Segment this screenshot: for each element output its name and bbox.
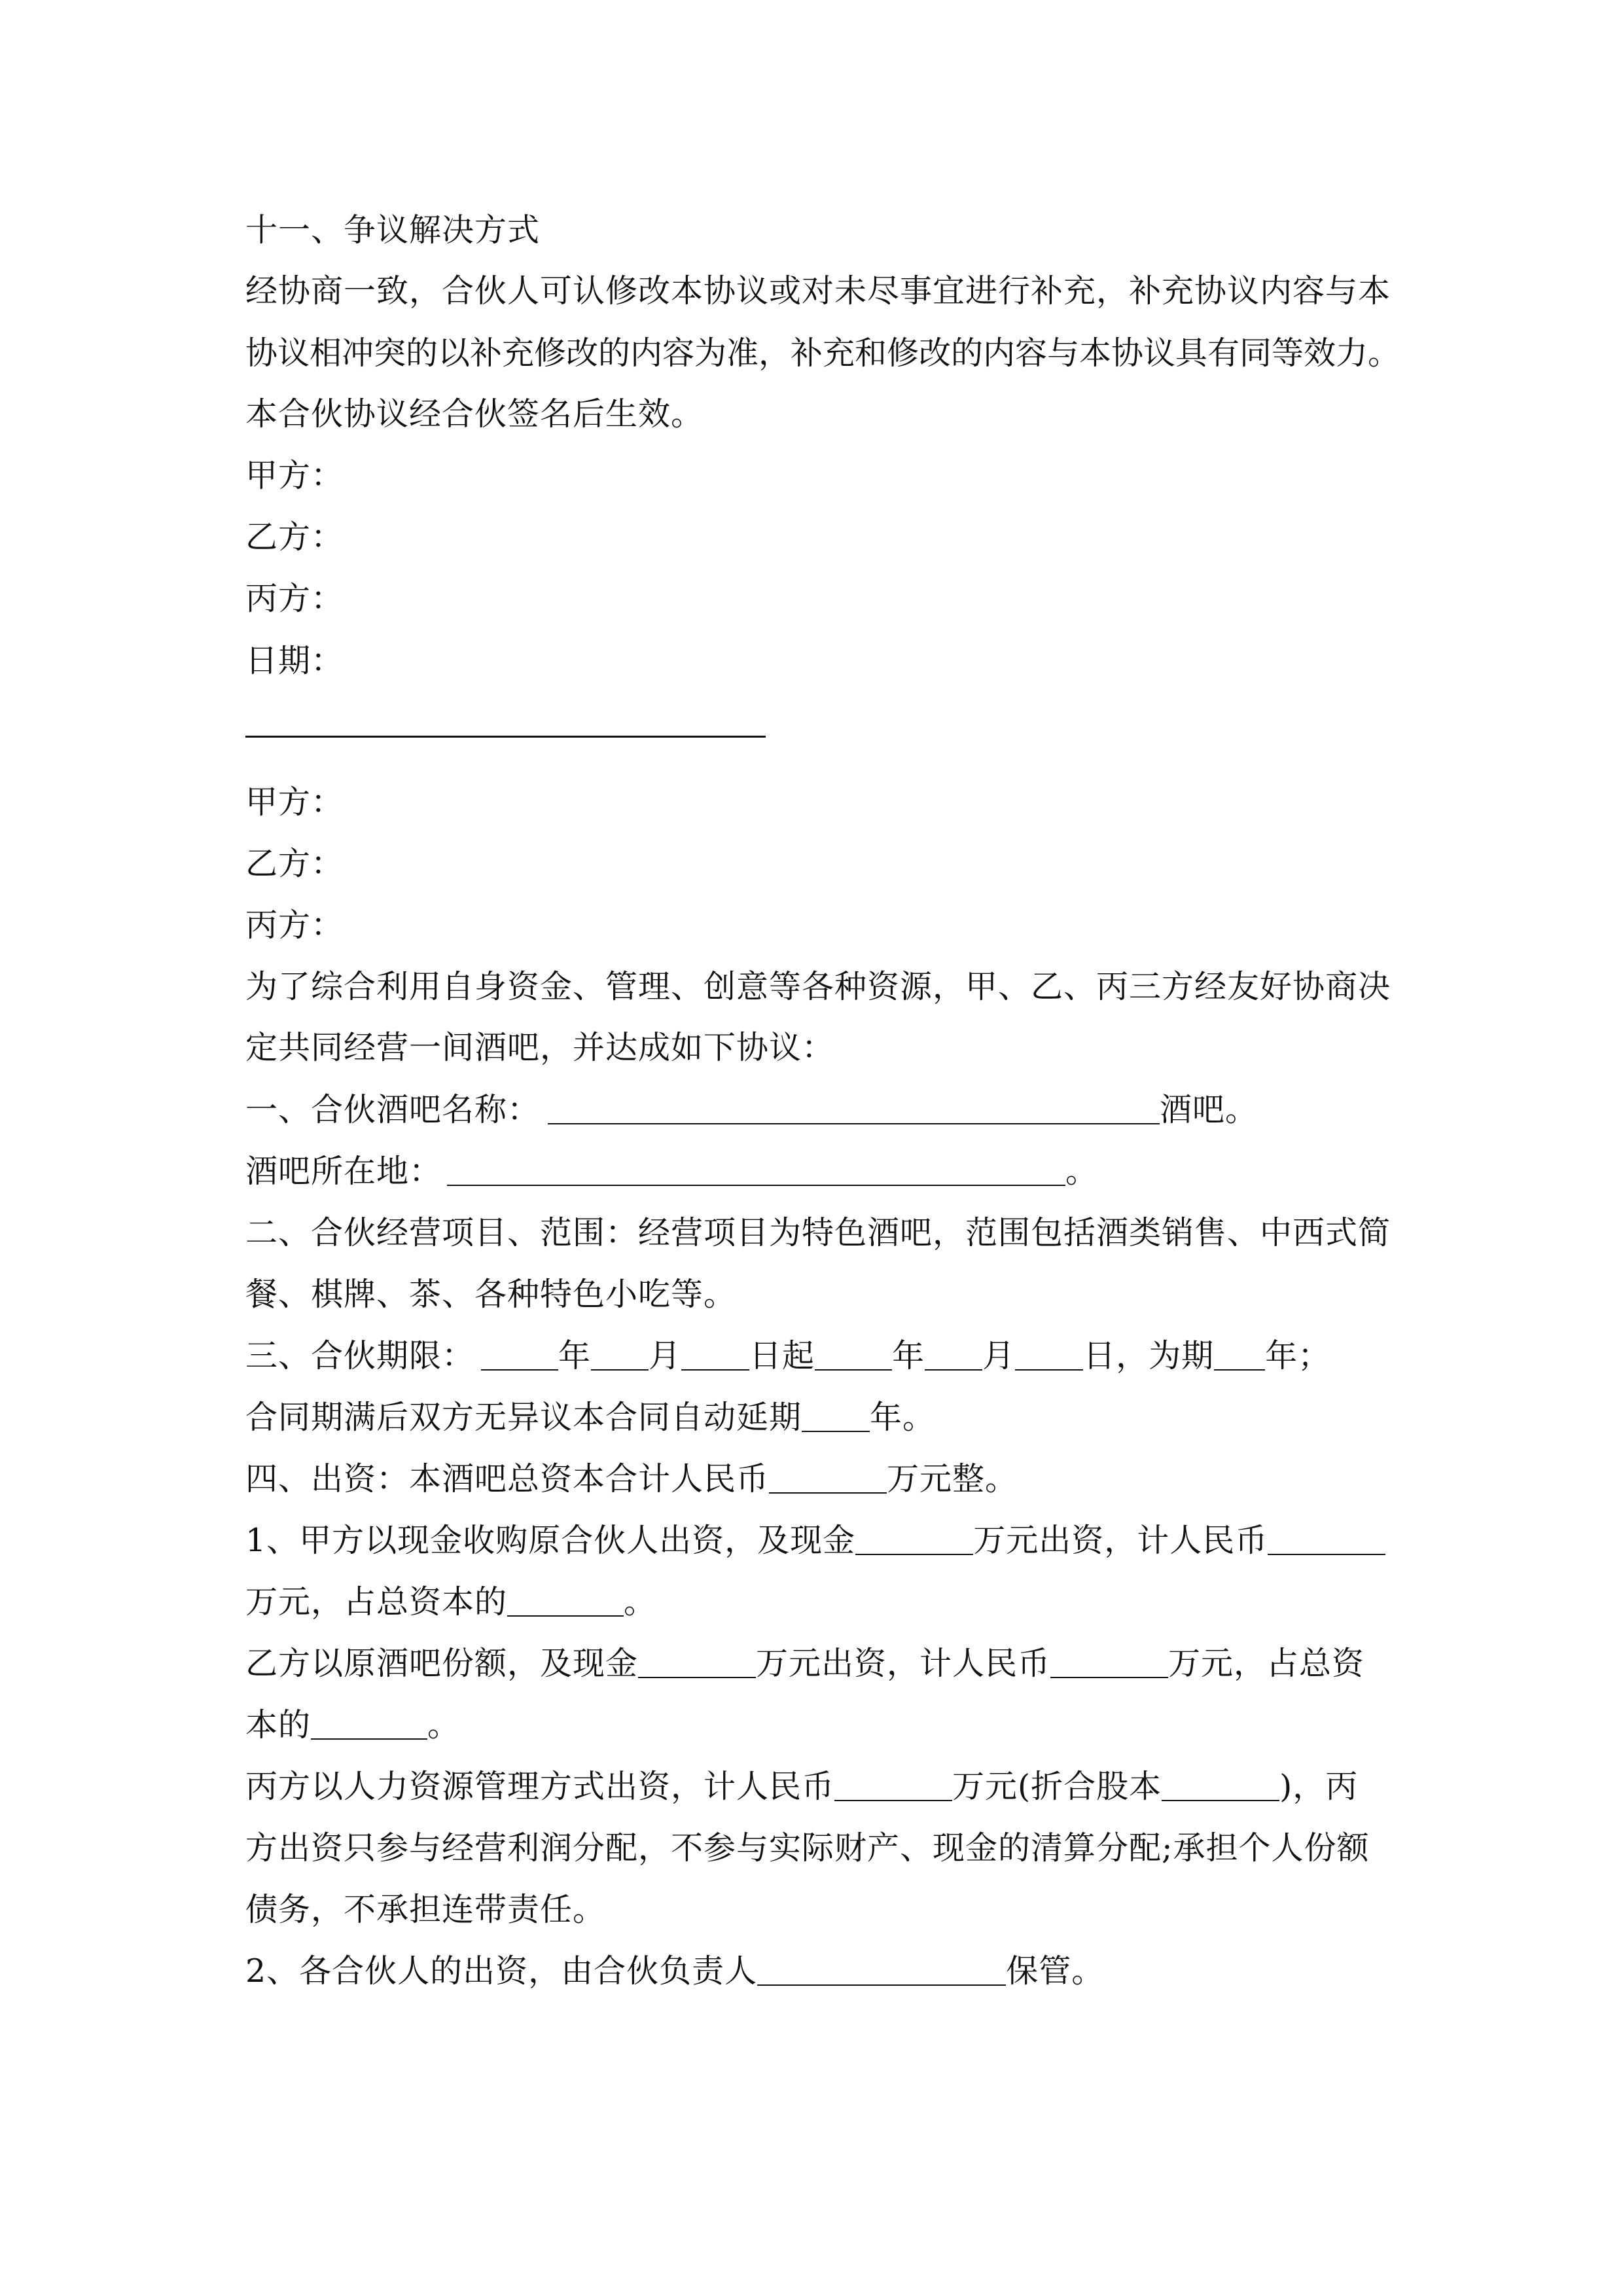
clause-text: 丙方以人力资源管理方式出资，计人民币 [245,1768,835,1805]
signature-party-b: 乙方： [245,518,344,556]
clause-text: 万元，占总资本的 [245,1583,508,1621]
paragraph-line: 协议相冲突的以补充修改的内容为准，补充和修改的内容与本协议具有同等效力。 [245,334,1400,372]
renewal-years-blank[interactable] [802,1401,870,1432]
clause-text: 万元整。 [887,1460,1018,1498]
clause-text: 月 [982,1337,1016,1374]
renewal-clause [245,1398,935,1437]
custody-clause [245,1952,1104,1991]
party-a-cash-blank[interactable] [855,1524,973,1555]
separator-line [245,736,766,738]
bar-name-blank[interactable] [548,1093,1160,1124]
clause-text: 一、合伙酒吧名称： [245,1091,541,1128]
bar-name-clause [245,1090,1258,1130]
party-a-share-line [245,1583,656,1622]
clause-text: 2、各合伙人的出资，由合伙负责人 [245,1952,758,1990]
clause-text: 四、出资：本酒吧总资本合计人民币 [245,1460,770,1498]
party-b-capital-line [245,1644,1364,1683]
capital-clause [245,1460,1018,1499]
clause-text: )，丙 [1279,1768,1359,1805]
total-capital-blank[interactable] [769,1462,887,1494]
party-b-cash-blank[interactable] [638,1647,756,1678]
party-c-equity-blank[interactable] [1162,1770,1279,1801]
term-clause [245,1336,1330,1376]
scope-line: 二、合伙经营项目、范围：经营项目为特色酒吧，范围包括酒类销售、中西式简 [245,1214,1391,1251]
party-b-rmb-blank[interactable] [1050,1647,1168,1678]
start-year-blank[interactable] [481,1339,558,1371]
intro-line: 定共同经营一间酒吧，并达成如下协议： [245,1029,835,1066]
signature-date: 日期： [245,642,344,679]
clause-text: 1、甲方以现金收购原合伙人出资，及现金 [245,1522,856,1559]
party-b-share-line [245,1706,460,1745]
start-day-blank[interactable] [681,1339,749,1371]
party-c-label: 丙方： [245,906,344,944]
clause-text: 万元，占总资 [1168,1645,1365,1682]
clause-text: 年。 [870,1399,936,1436]
clause-text: 本的 [245,1706,312,1744]
end-day-blank[interactable] [1015,1339,1083,1371]
signature-party-c: 丙方： [245,580,344,617]
section-heading: 十一、争议解决方式 [245,211,541,249]
clause-text: 三、合伙期限： [245,1337,475,1374]
start-month-blank[interactable] [591,1339,649,1371]
clause-text: 万元出资，计人民币 [756,1645,1051,1682]
custodian-blank[interactable] [757,1954,1006,1986]
party-c-capital-line [245,1767,1358,1806]
end-month-blank[interactable] [925,1339,982,1371]
clause-text: 。 [427,1706,461,1744]
intro-line: 为了综合利用自身资金、管理、创意等各种资源，甲、乙、丙三方经友好协商决 [245,968,1391,1005]
party-a-capital-line [245,1521,1385,1560]
clause-text: 年 [892,1337,925,1374]
party-a-rmb-blank[interactable] [1268,1524,1385,1555]
party-a-label: 甲方： [245,783,344,821]
clause-text: 年 [558,1337,592,1374]
party-c-terms-line: 方出资只参与经营利润分配，不参与实际财产、现金的清算分配;承担个人份额 [245,1829,1370,1867]
clause-text: 酒吧。 [1160,1091,1258,1128]
term-years-blank[interactable] [1214,1339,1265,1371]
clause-text: 酒吧所在地： [245,1153,442,1190]
scope-line: 餐、棋牌、茶、各种特色小吃等。 [245,1276,737,1313]
end-year-blank[interactable] [815,1339,892,1371]
clause-text: 日起 [749,1337,815,1374]
party-a-share-blank[interactable] [507,1585,624,1617]
clause-text: 乙方以原酒吧份额，及现金 [245,1645,639,1682]
clause-text: 年； [1265,1337,1331,1374]
clause-text: 。 [1065,1153,1099,1190]
party-c-rmb-blank[interactable] [834,1770,952,1801]
clause-text: 万元出资，计人民币 [973,1522,1268,1559]
clause-text: 月 [649,1337,682,1374]
effect-clause: 本合伙协议经合伙签名后生效。 [245,395,704,433]
party-b-label: 乙方： [245,845,344,882]
clause-text: 万元(折合股本 [952,1768,1162,1805]
clause-text: 保管。 [1006,1952,1105,1990]
clause-text: 日，为期 [1083,1337,1215,1374]
bar-location-clause [245,1152,1098,1191]
party-b-share-blank[interactable] [311,1708,427,1740]
bar-location-blank[interactable] [447,1155,1065,1186]
clause-text: 合同期满后双方无异议本合同自动延期 [245,1399,802,1436]
clause-text: 。 [624,1583,657,1621]
paragraph-line: 经协商一致，合伙人可认修改本协议或对未尽事宜进行补充，补充协议内容与本 [245,272,1391,310]
signature-party-a: 甲方： [245,457,344,494]
party-c-terms-line: 债务，不承担连带责任。 [245,1891,606,1928]
